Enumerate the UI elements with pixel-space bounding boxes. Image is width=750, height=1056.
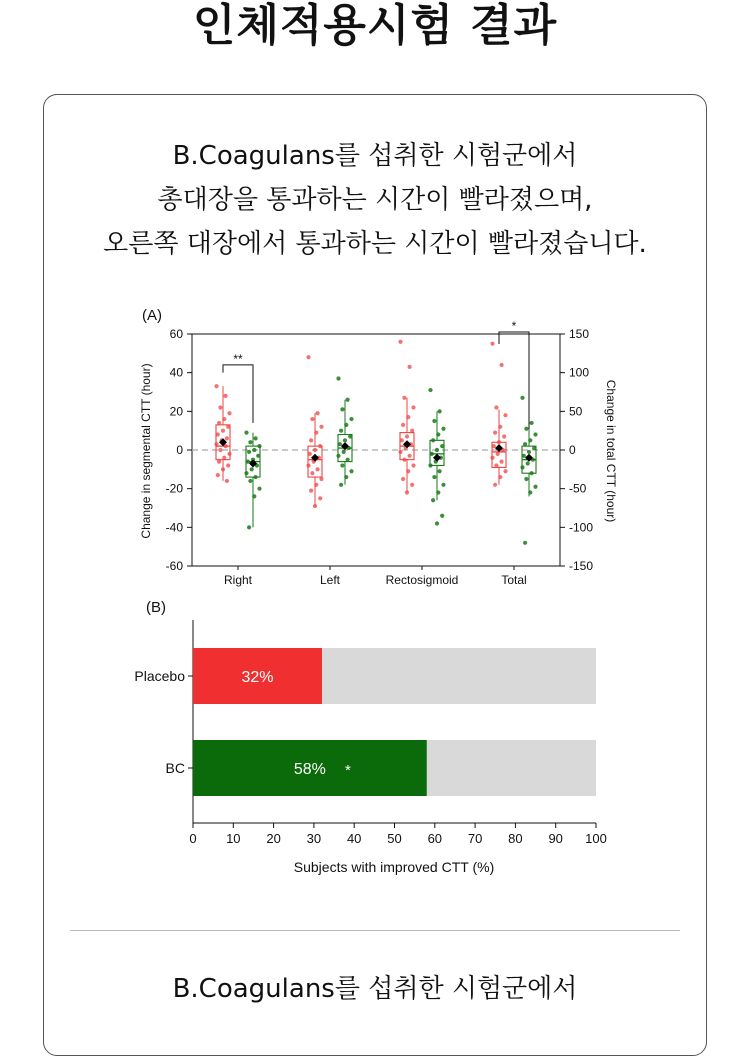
chart-a-point [340, 463, 344, 467]
chart-a-point [247, 450, 251, 454]
chart-a-point [410, 429, 414, 433]
chart-a-point [309, 489, 313, 493]
chart-a-point [221, 467, 225, 471]
chart-a-point [218, 448, 222, 452]
chart-a-point [340, 407, 344, 411]
chart-a-point [222, 456, 226, 460]
chart-b-significance-label: * [344, 762, 351, 779]
chart-b-x-tick-label: 20 [266, 831, 281, 846]
chart-a-point [216, 473, 220, 477]
chart-b-value-label: 32% [241, 669, 274, 686]
chart-a-right-tick-label: -150 [569, 559, 594, 573]
chart-a-point [438, 469, 442, 473]
chart-a-point [339, 483, 343, 487]
chart-a-right-tick-label: 100 [569, 365, 590, 380]
chart-a-left-tick-label: 0 [176, 443, 183, 457]
chart-b-plot-area [134, 620, 606, 846]
chart-a-point [214, 442, 218, 446]
chart-a-point [440, 514, 444, 518]
lead-line-3: 오른쪽 대장에서 통과하는 시간이 빨라졌습니다. [103, 229, 647, 259]
chart-a-point [400, 438, 404, 442]
chart-a-point [520, 396, 524, 400]
section-divider [70, 930, 680, 931]
chart-b-x-tick-label: 60 [427, 831, 443, 846]
chart-a-point [528, 438, 532, 442]
chart-a-point [217, 421, 221, 425]
chart-a-point [306, 463, 310, 467]
chart-a-point [310, 471, 314, 475]
chart-a-point [244, 471, 248, 475]
chart-b-category-label: BC [165, 760, 185, 776]
chart-a-point [411, 405, 415, 409]
chart-b-x-tick-label: 40 [346, 831, 362, 846]
chart-a-point [252, 448, 256, 452]
chart-a-x-tick-label: Rectosigmoid [385, 573, 459, 587]
chart-a-boxplot [100, 298, 660, 603]
chart-a-point [248, 440, 252, 444]
chart-a-point [314, 483, 318, 487]
chart-a-point [336, 376, 340, 380]
chart-a-point [248, 479, 252, 483]
chart-a-x-tick-label: Right [223, 573, 253, 587]
chart-a-point [441, 483, 445, 487]
chart-a-point [222, 417, 226, 421]
chart-a-point [523, 442, 527, 446]
chart-a-point [309, 438, 313, 442]
chart-a-point [428, 463, 432, 467]
chart-a-point [224, 394, 228, 398]
chart-a-point [316, 411, 320, 415]
chart-a-point [436, 432, 440, 436]
chart-a-point [339, 429, 343, 433]
chart-a-point [227, 452, 231, 456]
chart-a-point [344, 475, 348, 479]
chart-b-x-tick-label: 50 [387, 831, 402, 846]
chart-a-right-tick-label: -50 [569, 481, 587, 496]
chart-a-point [218, 405, 222, 409]
chart-a-point [344, 423, 348, 427]
chart-a-point [306, 355, 310, 359]
chart-a-point [526, 461, 530, 465]
chart-a-point [440, 444, 444, 448]
chart-a-point [308, 452, 312, 456]
chart-a-significance-bracket [499, 332, 529, 429]
chart-a-point [532, 446, 536, 450]
chart-b-xlabel: Subjects with improved CTT (%) [293, 859, 495, 875]
chart-a-right-tick-label: 0 [569, 443, 576, 457]
chart-a-point [247, 525, 251, 529]
chart-a-point [408, 365, 412, 369]
chart-a-point [257, 487, 261, 491]
chart-a-right-tick-label: -100 [569, 520, 594, 535]
chart-b-x-tick-label: 90 [548, 831, 563, 846]
chart-a-point [406, 469, 410, 473]
chart-a-x-tick-label: Left [319, 573, 341, 587]
chart-a-point [493, 483, 497, 487]
chart-a-point [401, 477, 405, 481]
chart-a-point [342, 450, 346, 454]
chart-a-point [520, 465, 524, 469]
chart-a-point [432, 419, 436, 423]
chart-a-point [530, 471, 534, 475]
chart-a-point [438, 409, 442, 413]
chart-a-point [405, 490, 409, 494]
chart-a-point [524, 477, 528, 481]
chart-a-point [346, 458, 350, 462]
chart-a-point [225, 479, 229, 483]
chart-a-point [401, 423, 405, 427]
chart-a-point [398, 340, 402, 344]
chart-a-point [490, 342, 494, 346]
chart-a-point [217, 460, 221, 464]
chart-a-point [408, 454, 412, 458]
chart-a-point [226, 425, 230, 429]
chart-a-point [254, 475, 258, 479]
chart-a-point [244, 431, 248, 435]
chart-a-point [226, 463, 230, 467]
chart-a-point [435, 521, 439, 525]
chart-b-x-tick-label: 10 [226, 831, 241, 846]
chart-a-point [313, 448, 317, 452]
chart-a-left-tick-label: 60 [169, 327, 183, 341]
chart-a-point [498, 425, 502, 429]
chart-a-point [313, 504, 317, 508]
chart-a-point [406, 415, 410, 419]
chart-b-x-tick-label: 70 [467, 831, 483, 846]
chart-a-point [497, 440, 501, 444]
chart-b-x-tick-label: 100 [585, 831, 607, 846]
chart-a-point [338, 442, 342, 446]
chart-a-x-tick-label: Total [501, 573, 527, 587]
chart-a-point [246, 460, 250, 464]
chart-a-point [428, 388, 432, 392]
lead-line-2: 총대장을 통과하는 시간이 빨라졌으며, [157, 185, 593, 215]
chart-b-value-label: 58% [293, 761, 326, 778]
chart-a-point [528, 490, 532, 494]
chart-a-point [225, 436, 229, 440]
chart-a-point [493, 431, 497, 435]
chart-a-point [310, 417, 314, 421]
chart-a-point [254, 436, 258, 440]
chart-a-point [503, 469, 507, 473]
chart-a-point [527, 450, 531, 454]
chart-a-point [492, 444, 496, 448]
chart-a-point [318, 444, 322, 448]
chart-a-left-tick-label: 40 [169, 365, 183, 380]
chart-a-right-tick-label: 50 [569, 404, 583, 419]
lead-line-1: B.Coagulans를 섭취한 시험군에서 [172, 141, 578, 171]
chart-b-bar [100, 590, 660, 890]
chart-a-point [216, 432, 220, 436]
chart-a-point [316, 467, 320, 471]
chart-a-point [336, 454, 340, 458]
chart-a-left-tick-label: -60 [165, 559, 183, 573]
chart-b-x-tick-label: 0 [189, 831, 197, 846]
chart-a-point [343, 438, 347, 442]
chart-a-significance-label: ** [233, 351, 243, 366]
chart-a-point [432, 475, 436, 479]
chart-a-point [214, 384, 218, 388]
chart-b-x-tick-label: 30 [306, 831, 322, 846]
chart-a-point [502, 434, 506, 438]
chart-a-point [319, 425, 323, 429]
chart-a-point [346, 398, 350, 402]
chart-a-point [349, 469, 353, 473]
chart-a-point [221, 429, 225, 433]
chart-a-point [500, 363, 504, 367]
chart-a-point [431, 438, 435, 442]
chart-a-left-tick-label: -20 [165, 481, 183, 496]
chart-a-point [256, 454, 260, 458]
chart-a-point [402, 396, 406, 400]
chart-b-category-label: Placebo [134, 668, 185, 684]
chart-a-point [530, 421, 534, 425]
chart-a-plot-area [166, 319, 594, 587]
chart-a-left-tick-label: 20 [169, 404, 183, 419]
chart-a-point [498, 475, 502, 479]
chart-a-significance-bracket [223, 365, 253, 423]
chart-a-right-tick-label: 150 [569, 327, 590, 341]
chart-a-point [250, 467, 254, 471]
chart-a-point [494, 463, 498, 467]
chart-a-point [314, 431, 318, 435]
page-title: 인체적용시험 결과 [192, 0, 558, 51]
chart-b-x-tick-label: 80 [508, 831, 523, 846]
chart-a-point [533, 432, 537, 436]
chart-a-point [318, 496, 322, 500]
chart-a-point [524, 427, 528, 431]
chart-b-panel-label: (B) [146, 599, 166, 616]
chart-a-point [402, 458, 406, 462]
chart-a-point [257, 444, 261, 448]
chart-a-point [503, 413, 507, 417]
chart-a-point [398, 450, 402, 454]
next-section-line: B.Coagulans를 섭취한 시험군에서 [172, 974, 578, 1004]
chart-a-point [523, 541, 527, 545]
chart-a-point [500, 460, 504, 464]
chart-a-point [349, 417, 353, 421]
chart-a-point [430, 452, 434, 456]
chart-a-point [435, 448, 439, 452]
chart-a-point [441, 427, 445, 431]
chart-a-point [533, 485, 537, 489]
chart-a-panel-label: (A) [142, 307, 162, 324]
chart-a-point [410, 483, 414, 487]
chart-a-point [522, 454, 526, 458]
chart-a-point [494, 405, 498, 409]
chart-a-point [411, 463, 415, 467]
chart-a-point [436, 490, 440, 494]
chart-a-point [496, 452, 500, 456]
chart-a-point [431, 498, 435, 502]
chart-a-point [490, 456, 494, 460]
chart-a-significance-label: * [511, 319, 517, 333]
chart-a-point [348, 434, 352, 438]
chart-a-point [405, 434, 409, 438]
chart-a-point [252, 494, 256, 498]
chart-a-point [319, 477, 323, 481]
chart-a-left-tick-label: -40 [165, 520, 183, 535]
chart-a-point [227, 411, 231, 415]
chart-a-ylabel-right: Change in total CTT (hour) [604, 379, 618, 523]
chart-a-ylabel-left: Change in segmental CTT (hour) [139, 363, 153, 539]
